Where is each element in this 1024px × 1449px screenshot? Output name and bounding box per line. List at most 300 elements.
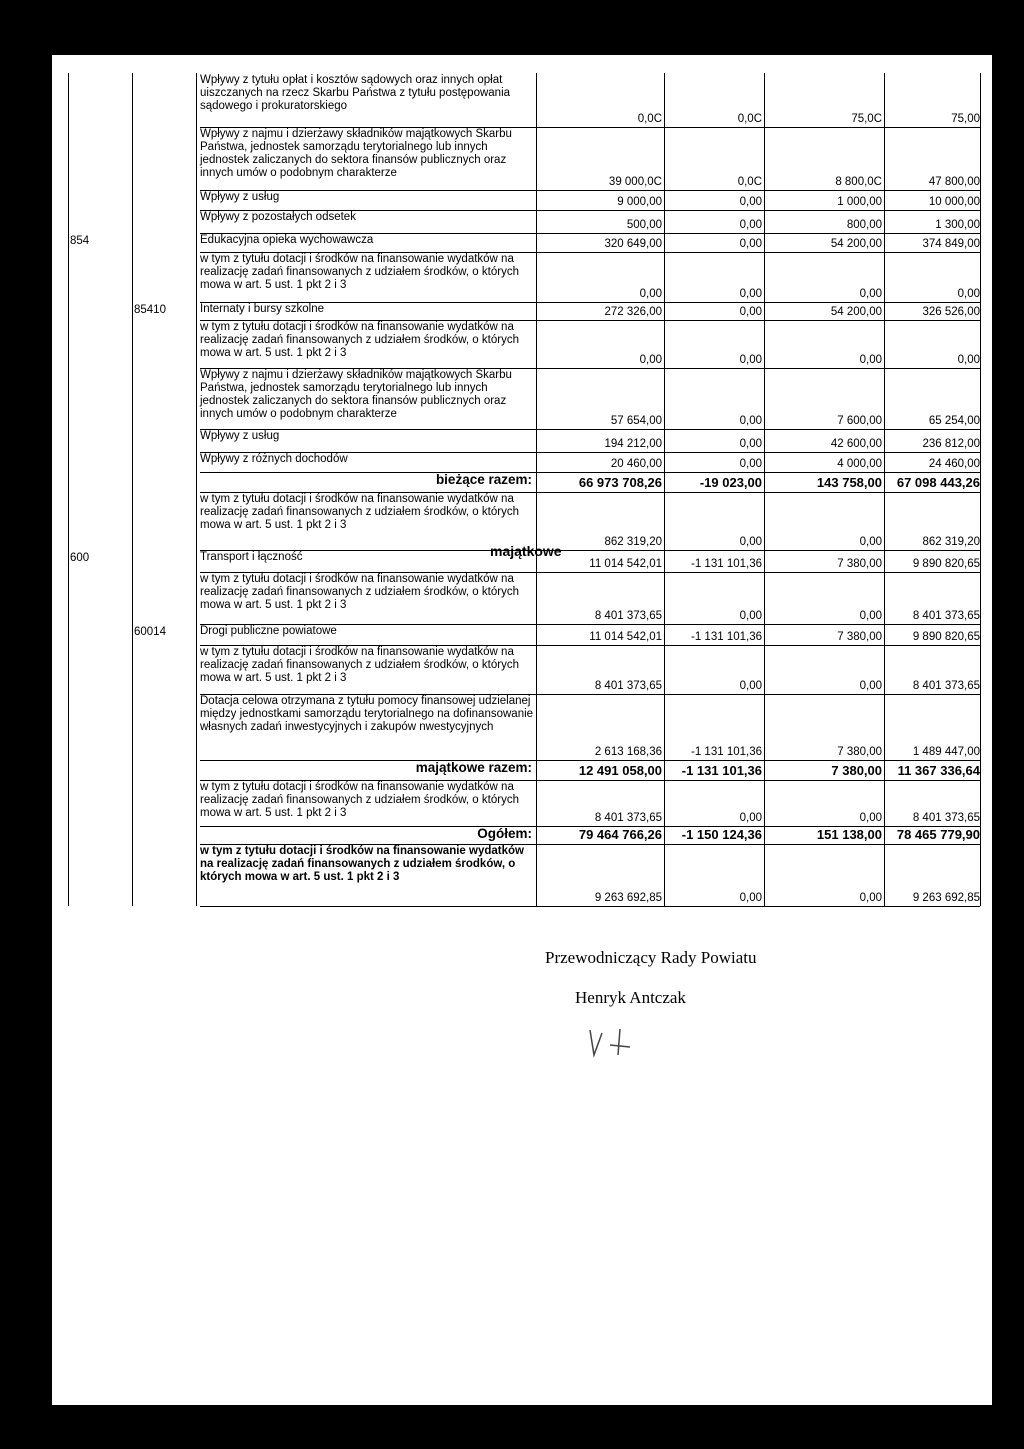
column-border [980,452,981,472]
amount-cell: 800,00 [846,219,882,231]
column-border [884,429,885,452]
amount-cell: 42 600,00 [830,438,882,450]
rozdzial-cell [132,210,198,233]
column-border [536,452,537,472]
column-border [536,624,537,645]
description-cell: w tym z tytułu dotacji i środków na finansowanie wydatków na realizację zadań finansowanych z udziałem środków, o których mowa w art. 5 ust. 1 pkt 2 i 3 [200,845,524,883]
amount-cell: 0,00 [739,438,762,450]
table-row [68,452,980,472]
dzial-cell [68,844,134,906]
amount-cell: 7 380,00 [831,763,882,778]
column-border [536,645,537,694]
column-border [68,780,69,826]
rozdzial-cell [132,844,198,906]
column-border [132,252,133,302]
amount-cell: 8 401 373,65 [912,610,980,622]
table-row [68,472,980,492]
amount-cell: 236 812,00 [922,438,980,450]
table-row [68,73,980,127]
column-border [68,302,69,320]
amount-cell: 0,00 [739,458,762,470]
column-border [664,73,665,127]
amount-cell: 78 465 779,90 [896,827,980,842]
amount-cell: 862 319,20 [604,536,662,548]
column-border [536,472,537,492]
rozdzial-cell [132,760,198,780]
column-border [132,780,133,826]
column-border [664,233,665,252]
column-border [884,190,885,210]
dzial-cell [68,780,134,826]
signature-title: Przewodniczący Rady Powiatu [545,948,757,967]
column-border [68,550,69,572]
column-border [536,429,537,452]
column-border [664,645,665,694]
column-border [884,368,885,429]
amount-cell: 24 460,00 [928,458,980,470]
amount-cell: 143 758,00 [816,475,882,490]
amount-cell: 0,00 [739,680,762,692]
dzial-cell [68,472,134,492]
column-border [980,492,981,550]
description-cell: Drogi publiczne powiatowe [200,625,337,637]
column-border [132,190,133,210]
amount-cell: 54 200,00 [830,238,882,250]
column-border [980,233,981,252]
column-border [664,320,665,368]
column-border [980,368,981,429]
amount-cell: 1 000,00 [837,196,882,208]
table-row [68,210,980,233]
column-border [536,572,537,624]
rozdzial-cell [132,645,198,694]
column-border [664,127,665,190]
signature-name: Henryk Antczak [575,988,686,1007]
column-border [664,302,665,320]
column-border [980,252,981,302]
rozdzial-cell: 60014 [134,626,166,638]
column-border [132,429,133,452]
rozdzial-cell [132,73,198,127]
description-cell: w tym z tytułu dotacji i środków na finansowanie wydatków na realizację zadań finansowanych z udziałem środków, o których mowa w art. 5 ust. 1 pkt 2 i 3 [200,321,519,359]
column-border [536,127,537,190]
description-cell: w tym z tytułu dotacji i środków na finansowanie wydatków na realizację zadań finansowanych z udziałem środków, o których mowa w art. 5 ust. 1 pkt 2 i 3 [200,573,519,611]
column-border [764,302,765,320]
amount-cell: -1 131 101,36 [691,558,762,570]
amount-cell: 0,00 [739,288,762,300]
rozdzial-cell [132,492,198,550]
description-cell: Wpływy z pozostałych odsetek [200,211,356,223]
column-border [980,624,981,645]
column-border [68,645,69,694]
amount-cell: 75,0C [851,113,882,125]
column-border [132,320,133,368]
description-cell: Wpływy z usług [200,191,280,203]
column-border [664,694,665,760]
amount-cell: 0,00 [739,415,762,427]
column-border [536,760,537,780]
rozdzial-cell [132,452,198,472]
amount-cell: 0,00 [957,354,980,366]
column-border [132,73,133,127]
column-border [664,252,665,302]
amount-cell: 1 489 447,00 [912,746,980,758]
column-border [884,645,885,694]
amount-cell: 0,00 [859,680,882,692]
column-border [536,73,537,127]
column-border [68,760,69,780]
column-border [764,780,765,826]
dzial-cell [68,190,134,210]
column-border [764,210,765,233]
column-border [68,572,69,624]
column-border [664,492,665,550]
amount-cell: 326 526,00 [922,306,980,318]
dzial-cell: 600 [70,552,90,564]
amount-cell: 0,00 [859,354,882,366]
column-border [884,624,885,645]
rozdzial-cell [132,233,198,252]
column-border [132,472,133,492]
description-cell: Dotacja celowa otrzymana z tytułu pomocy finansowej udzielanej między jednostkami samorządu terytorialnego na dofinansowanie własnych zadań inwestycyjnych i zakupów nwestycyjnych [200,695,534,733]
column-border [196,472,197,492]
column-border [132,210,133,233]
amount-cell: 0,00 [739,238,762,250]
dzial-cell [68,760,134,780]
amount-cell: 0,00 [739,610,762,622]
description-cell: w tym z tytułu dotacji i środków na finansowanie wydatków na realizację zadań finansowanych z udziałem środków, o których mowa w art. 5 ust. 1 pkt 2 i 3 [200,646,519,684]
column-border [980,429,981,452]
amount-cell: 0,00 [859,536,882,548]
column-border [980,645,981,694]
description-cell: w tym z tytułu dotacji i środków na finansowanie wydatków na realizację zadań finansowanych z udziałem środków, o których mowa w art. 5 ust. 1 pkt 2 i 3 [200,253,519,291]
column-border [884,780,885,826]
column-border [664,550,665,572]
table-row [68,368,980,429]
amount-cell: 320 649,00 [604,238,662,250]
column-border [196,572,197,624]
amount-cell: 2 613 168,36 [594,746,662,758]
column-border [132,645,133,694]
amount-cell: 0,00 [739,306,762,318]
description-cell: Wpływy z najmu i dzierżawy składników majątkowych Skarbu Państwa, jednostek samorządu terytorialnego lub innych jednostek zaliczanych do sektora finansów publicznych oraz innych umów o podobnym charakterze [200,369,512,420]
column-border [884,826,885,844]
column-border [196,127,197,190]
column-border [132,368,133,429]
amount-cell: 8 401 373,65 [594,680,662,692]
column-border [764,645,765,694]
table-row [68,572,980,624]
column-border [980,210,981,233]
column-border [764,127,765,190]
column-border [664,210,665,233]
column-border [980,190,981,210]
column-border [132,233,133,252]
amount-cell: 54 200,00 [830,306,882,318]
column-border [132,452,133,472]
rozdzial-cell [132,780,198,826]
rozdzial-cell [132,320,198,368]
amount-cell: 8 401 373,65 [594,812,662,824]
column-border [68,320,69,368]
rozdzial-cell [132,127,198,190]
dzial-cell [68,624,134,645]
column-border [132,694,133,760]
table-row [68,127,980,190]
column-border [664,452,665,472]
amount-cell: 0,00 [639,288,662,300]
amount-cell: 0,00 [739,196,762,208]
column-border [664,780,665,826]
column-border [884,472,885,492]
rozdzial-cell: 85410 [134,304,166,316]
column-border [68,252,69,302]
amount-cell: 0,00 [739,812,762,824]
column-border [884,550,885,572]
column-border [196,694,197,760]
column-border [196,760,197,780]
column-border [980,320,981,368]
column-border [68,452,69,472]
column-border [196,550,197,572]
column-border [664,190,665,210]
amount-cell: 75,00 [951,113,980,125]
column-border [196,624,197,645]
column-border [664,826,665,844]
column-border [68,429,69,452]
column-border [664,760,665,780]
description-cell: majątkowe razem: [415,760,532,775]
amount-cell: 0,00 [859,812,882,824]
table-row [68,302,980,320]
column-border [196,252,197,302]
column-border [764,492,765,550]
column-border [196,190,197,210]
table-row [68,190,980,210]
handwritten-signature-icon [580,1025,660,1065]
column-border [980,844,981,906]
column-border [196,368,197,429]
amount-cell: 8 401 373,65 [912,812,980,824]
column-border [68,624,69,645]
column-border [884,302,885,320]
column-border [884,492,885,550]
column-border [884,572,885,624]
amount-cell: 500,00 [626,219,662,231]
column-border [764,252,765,302]
column-border [980,550,981,572]
rozdzial-cell [132,472,198,492]
column-border [764,844,765,906]
description-cell: Edukacyjna opieka wychowawcza [200,234,374,246]
column-border [196,452,197,472]
column-border [132,844,133,906]
table-row [68,844,980,906]
rozdzial-cell [132,826,198,844]
column-border [132,624,133,645]
description-cell: Transport i łączność [200,551,303,563]
amount-cell: 0,00 [739,892,762,904]
amount-cell: -1 150 124,36 [681,827,762,842]
column-border [132,492,133,550]
column-border [664,572,665,624]
column-border [196,492,197,550]
column-border [884,694,885,760]
rozdzial-cell [132,190,198,210]
dzial-cell [68,368,134,429]
column-border [884,452,885,472]
column-border [764,320,765,368]
column-border [536,492,537,550]
amount-cell: 9 263 692,85 [912,892,980,904]
column-border [664,844,665,906]
column-border [196,844,197,906]
column-border [196,302,197,320]
column-border [764,452,765,472]
column-border [884,73,885,127]
dzial-cell [68,320,134,368]
amount-cell: 0,0C [737,113,762,125]
column-border [68,127,69,190]
column-border [68,826,69,844]
amount-cell: -1 131 101,36 [691,631,762,643]
amount-cell: 20 460,00 [610,458,662,470]
dzial-cell [68,252,134,302]
column-border [980,760,981,780]
column-border [764,233,765,252]
amount-cell: 11 014 542,01 [589,558,662,570]
description-cell: Internaty i bursy szkolne [200,303,325,315]
dzial-cell [68,429,134,452]
column-border [536,368,537,429]
dzial-cell [68,694,134,760]
column-border [196,233,197,252]
amount-cell: 7 380,00 [837,558,882,570]
column-border [884,210,885,233]
amount-cell: 272 326,00 [604,306,662,318]
amount-cell: 79 464 766,26 [578,827,662,842]
column-border [884,760,885,780]
amount-cell: 8 401 373,65 [594,610,662,622]
amount-cell: 0,00 [639,354,662,366]
column-border [68,210,69,233]
amount-cell: 0,00 [739,354,762,366]
table-row [68,826,980,844]
column-border [196,210,197,233]
amount-cell: 47 800,00 [928,176,980,188]
description-cell: Ogółem: [477,826,532,841]
amount-cell: 66 973 708,26 [578,475,662,490]
column-border [68,492,69,550]
column-border [980,826,981,844]
column-border [764,73,765,127]
dzial-cell [68,645,134,694]
rozdzial-cell [132,368,198,429]
column-border [764,694,765,760]
table-row [68,760,980,780]
column-border [536,780,537,826]
column-border [764,760,765,780]
table-row [68,233,980,252]
column-border [196,780,197,826]
amount-cell: 39 000,0C [608,176,662,188]
table-row [68,429,980,452]
dzial-cell: 854 [70,235,90,247]
description-cell: bieżące razem: [435,472,532,487]
column-border [196,73,197,127]
column-border [764,624,765,645]
column-border [68,694,69,760]
column-border [68,73,69,127]
rozdzial-cell [132,694,198,760]
column-border [764,368,765,429]
column-border [196,429,197,452]
column-border [68,190,69,210]
column-border [536,844,537,906]
amount-cell: 862 319,20 [922,536,980,548]
column-border [196,320,197,368]
table-row [68,252,980,302]
dzial-cell [68,302,134,320]
column-border [980,694,981,760]
column-border [664,472,665,492]
amount-cell: 0,00 [739,536,762,548]
amount-cell: -19 023,00 [699,475,762,490]
column-border [764,550,765,572]
amount-cell: 374 849,00 [922,238,980,250]
column-border [68,844,69,906]
dzial-cell [68,826,134,844]
column-border [536,320,537,368]
column-border [884,320,885,368]
column-border [132,760,133,780]
column-border [980,302,981,320]
amount-cell: 11 367 336,64 [897,763,980,778]
description-cell: Wpływy z najmu i dzierżawy składników majątkowych Skarbu Państwa, jednostek samorządu terytorialnego lub innych jednostek zaliczanych do sektora finansów publicznych oraz innych umów o podobnym charakterze [200,128,512,179]
amount-cell: 0,0C [737,176,762,188]
dzial-cell [68,492,134,550]
rozdzial-cell [132,550,198,572]
column-border [536,210,537,233]
amount-cell: 9 890 820,65 [912,558,980,570]
amount-cell: 0,00 [739,219,762,231]
column-border [536,302,537,320]
amount-cell: 0,00 [859,892,882,904]
column-border [980,127,981,190]
column-border [884,844,885,906]
table-row [68,492,980,550]
rozdzial-cell [132,252,198,302]
dzial-cell [68,572,134,624]
rozdzial-cell [132,429,198,452]
column-border [536,190,537,210]
amount-cell: 8 401 373,65 [912,680,980,692]
amount-cell: 0,00 [859,610,882,622]
column-border [536,694,537,760]
column-border [884,233,885,252]
column-border [196,645,197,694]
column-border [884,127,885,190]
column-border [132,127,133,190]
amount-cell: 7 380,00 [837,746,882,758]
column-border [132,302,133,320]
amount-cell: 0,0C [637,113,662,125]
amount-cell: 57 654,00 [610,415,662,427]
table-row [68,320,980,368]
column-border [536,252,537,302]
dzial-cell [68,452,134,472]
amount-cell: 67 098 443,26 [896,475,980,490]
